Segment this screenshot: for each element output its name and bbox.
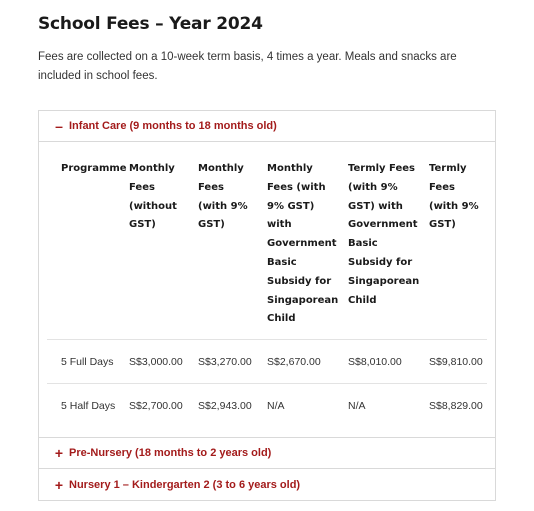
accordion-header-infant-care[interactable] — [39, 111, 495, 142]
accordion-label: Nursery 1 – Kindergarten 2 (3 to 6 years old) — [69, 478, 301, 491]
table-row — [47, 340, 487, 384]
accordion-label: Infant Care (9 months to 18 months old) — [69, 120, 277, 132]
plus-icon: + — [54, 445, 64, 462]
table-cell: N/A — [342, 384, 423, 428]
table-cell: S$2,700.00 — [123, 384, 192, 428]
table-cell: N/A — [261, 384, 342, 428]
plus-icon: + — [54, 476, 64, 493]
table-cell: 5 Full Days — [47, 340, 123, 384]
table-cell: S$2,670.00 — [261, 340, 342, 384]
fees-accordion — [38, 110, 496, 501]
table-cell: S$3,270.00 — [192, 340, 261, 384]
table-row — [47, 384, 487, 428]
accordion-header-nursery-kindergarten[interactable] — [39, 469, 495, 500]
minus-icon: – — [55, 118, 63, 134]
accordion-panel-infant-care — [39, 142, 495, 438]
column-header: Termly Fees (with 9% GST) — [429, 163, 479, 231]
table-header-row — [47, 152, 487, 340]
infant-care-fees-table — [47, 152, 487, 427]
accordion-header-pre-nursery[interactable] — [39, 438, 495, 469]
column-header: Monthly Fees (without GST) — [129, 163, 177, 231]
column-header: Termly Fees (with 9% GST) with Government Basic Subsidy for Singaporean Child — [348, 163, 420, 306]
table-cell: S$8,829.00 — [423, 384, 487, 428]
table-cell: S$3,000.00 — [123, 340, 192, 384]
table-cell: S$9,810.00 — [423, 340, 487, 384]
column-header: Monthly Fees (with 9% GST) — [198, 163, 248, 231]
table-cell: S$8,010.00 — [342, 340, 423, 384]
page-title: School Fees – Year 2024 — [38, 14, 263, 34]
column-header: Monthly Fees (with 9% GST) with Government Basic Subsidy for Singaporean Child — [267, 163, 339, 325]
intro-text: Fees are collected on a 10-week term basis, 4 times a year. Meals and snacks are included in school fees. — [38, 51, 457, 82]
table-cell: 5 Half Days — [47, 384, 123, 428]
column-header: Programme — [61, 163, 127, 174]
table-cell: S$2,943.00 — [192, 384, 261, 428]
accordion-label: Pre-Nursery (18 months to 2 years old) — [69, 447, 272, 460]
